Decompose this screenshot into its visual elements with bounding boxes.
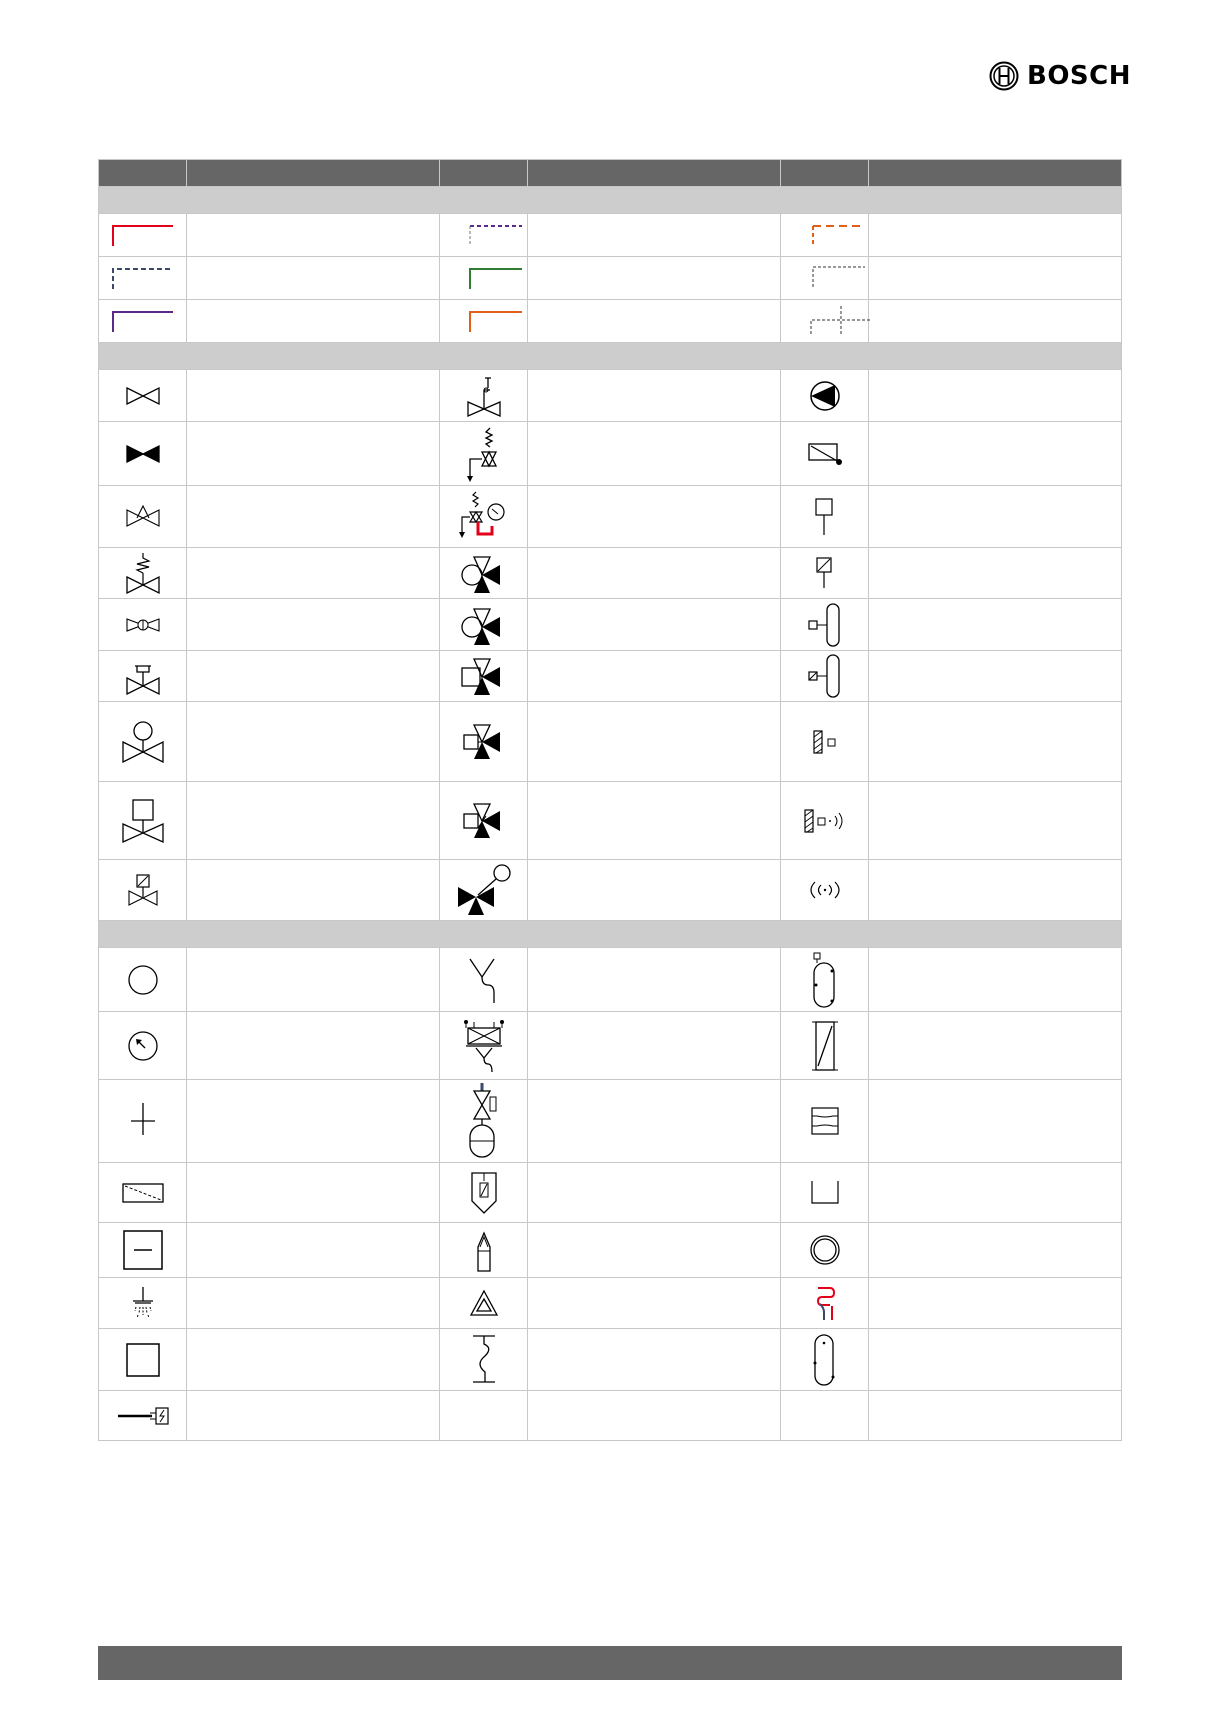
air-vent-icon: [440, 1223, 528, 1278]
table-row: [99, 548, 1122, 599]
bosch-armature-icon: [989, 61, 1019, 91]
cylinder-sensor-diagonal-icon: [781, 651, 869, 702]
three-way-valve-box-icon: [440, 702, 528, 782]
table-row: [99, 422, 1122, 486]
angle-valve-icon: [99, 486, 187, 548]
table-row: [99, 1163, 1122, 1223]
safety-valve-group-icon: [440, 422, 528, 486]
section-header-pipework: [99, 187, 1122, 214]
table-row: [99, 948, 1122, 1012]
double-circle-icon: [781, 1223, 869, 1278]
box-minus-icon: [99, 1223, 187, 1278]
pressure-gauge-icon: [99, 1012, 187, 1080]
heat-exchanger-tank-icon: [781, 1012, 869, 1080]
safety-valve-gauge-icon: [440, 486, 528, 548]
water-meter-icon: [440, 1163, 528, 1223]
mixer-motor-icon: [781, 422, 869, 486]
immersion-heater-icon: [99, 1391, 187, 1441]
square-icon: [99, 1329, 187, 1391]
table-row: [99, 782, 1122, 860]
table-row: [99, 651, 1122, 702]
line-purple-icon: [99, 300, 187, 343]
table-row: [99, 1391, 1122, 1441]
room-sensor-icon: [781, 702, 869, 782]
table-row: [99, 1223, 1122, 1278]
section-header-components: [99, 921, 1122, 948]
table-row: [99, 1012, 1122, 1080]
table-row: [99, 214, 1122, 257]
valve-with-handwheel-icon: [440, 370, 528, 422]
table-row: [99, 486, 1122, 548]
wireless-signal-icon: [781, 860, 869, 921]
three-way-valve-box-diagonal-icon: [440, 782, 528, 860]
expansion-vessel-icon: [440, 1080, 528, 1163]
triangle-icon: [440, 1278, 528, 1329]
buffer-tank-icon: [781, 1080, 869, 1163]
shower-icon: [99, 1278, 187, 1329]
table-row: [99, 860, 1122, 921]
wireless-room-sensor-icon: [781, 782, 869, 860]
storage-tank-icon: [781, 948, 869, 1012]
line-green-icon: [440, 257, 528, 300]
line-crossing-dotted-icon: [781, 300, 869, 343]
gate-valve-icon: [99, 370, 187, 422]
motorised-valve-icon: [99, 782, 187, 860]
valve-with-flow-meter-icon: [99, 599, 187, 651]
spring-valve-icon: [99, 548, 187, 599]
table-row: [99, 257, 1122, 300]
solenoid-valve-icon: [99, 860, 187, 921]
filling-loop-icon: [440, 1012, 528, 1080]
column-header: [440, 160, 528, 187]
brand-name: BOSCH: [1027, 61, 1131, 91]
cylinder-sensor-icon: [781, 599, 869, 651]
three-way-valve-circle-icon: [440, 548, 528, 599]
column-header: [528, 160, 781, 187]
cross-icon: [99, 1080, 187, 1163]
column-header: [869, 160, 1122, 187]
vertical-tank-icon: [781, 1329, 869, 1391]
line-blue-dashed-icon: [99, 257, 187, 300]
line-gray-dotted-icon: [781, 257, 869, 300]
column-header: [99, 160, 187, 187]
line-red-icon: [99, 214, 187, 257]
footer-bar: [98, 1646, 1122, 1680]
table-row: [99, 1278, 1122, 1329]
circle-icon: [99, 948, 187, 1012]
three-way-valve-motor-icon: [440, 651, 528, 702]
table-row: [99, 599, 1122, 651]
bosch-logo: [989, 60, 1131, 92]
three-way-valve-circle-filled-icon: [440, 599, 528, 651]
pressure-reducer-icon: [99, 651, 187, 702]
open-box-icon: [781, 1163, 869, 1223]
thermostatic-valve-icon: [99, 702, 187, 782]
diagonal-box-icon: [99, 1163, 187, 1223]
table-row: [99, 702, 1122, 782]
legend-table: [98, 159, 1122, 1441]
line-orange-dashed-icon: [781, 214, 869, 257]
drain-icon: [440, 1329, 528, 1391]
table-row: [99, 300, 1122, 343]
table-row: [99, 1329, 1122, 1391]
sensor-diagonal-icon: [781, 548, 869, 599]
float-valve-icon: [440, 860, 528, 921]
sensor-icon: [781, 486, 869, 548]
table-header-row: [99, 160, 1122, 187]
column-header: [187, 160, 440, 187]
table-row: [99, 1080, 1122, 1163]
section-header-valves: [99, 343, 1122, 370]
closed-valve-icon: [99, 422, 187, 486]
tundish-icon: [440, 948, 528, 1012]
line-purple-dashed-icon: [440, 214, 528, 257]
table-row: [99, 370, 1122, 422]
line-orange-icon: [440, 300, 528, 343]
pump-icon: [781, 370, 869, 422]
flow-return-icon: [781, 1278, 869, 1329]
column-header: [781, 160, 869, 187]
